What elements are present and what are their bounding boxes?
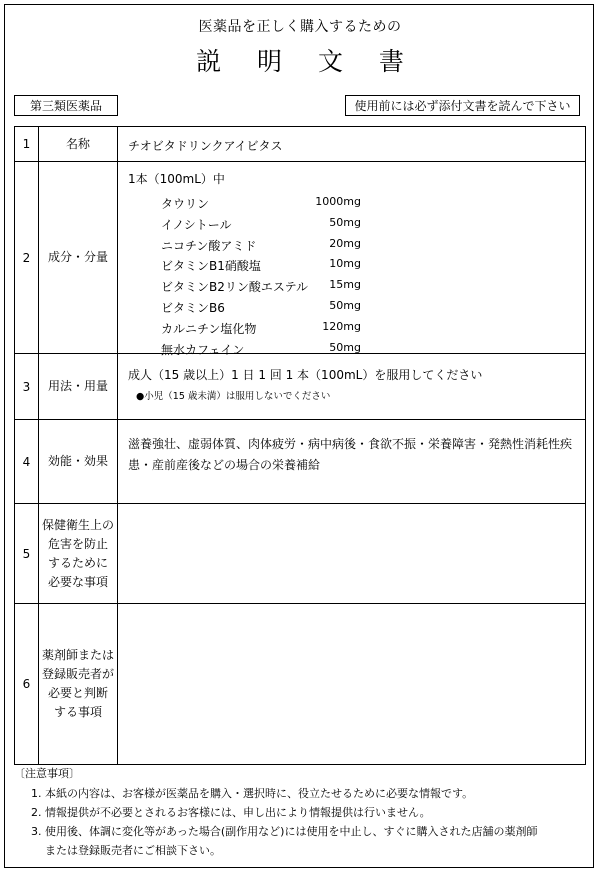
usage-text: 成人（15 歳以上）1 日 1 回 1 本（100mL）を服用してください bbox=[128, 368, 483, 382]
list-item bbox=[161, 216, 361, 237]
table-row-pharmacist bbox=[15, 604, 585, 764]
table-row-name bbox=[15, 127, 585, 162]
list-item bbox=[161, 320, 361, 341]
efficacy-line: 滋養強壮、虚弱体質、肉体疲労・病中病後・食欲不振・栄養障害・発熱性消耗性疾 bbox=[128, 437, 573, 451]
ingredient-amount: 20mg bbox=[329, 236, 361, 250]
heading-line: 必要と判断 bbox=[47, 686, 108, 700]
ingredient-name: 無水カフェイン bbox=[161, 342, 245, 357]
efficacy-line: 患・産前産後などの場合の栄養補給 bbox=[128, 458, 321, 472]
product-name: チオビタドリンクアイビタス bbox=[128, 139, 283, 153]
row-number: 5 bbox=[15, 504, 39, 603]
row-number: 3 bbox=[15, 354, 39, 419]
document-title: 説 明 文 書 bbox=[196, 47, 418, 76]
heading-line: 登録販売者が bbox=[41, 667, 114, 681]
ingredient-name: ビタミンB6 bbox=[161, 300, 225, 315]
safety-content bbox=[118, 504, 585, 603]
row-number: 4 bbox=[15, 420, 39, 503]
heading-line: する事項 bbox=[53, 705, 102, 719]
row-heading bbox=[39, 604, 118, 764]
row-number: 1 bbox=[15, 127, 39, 161]
row-number: 2 bbox=[15, 162, 39, 353]
ingredient-list bbox=[161, 195, 361, 361]
notes-title: 〔注意事項〕 bbox=[14, 767, 80, 780]
read-insert-notice: 使用前には必ず添付文書を読んで下さい bbox=[345, 95, 580, 116]
usage-note: ●小児（15 歳未満）は服用しないでください bbox=[136, 391, 331, 402]
amount-per-unit: 1本（100mL）中 bbox=[128, 172, 225, 186]
pharmacist-content bbox=[118, 604, 585, 764]
row-heading: 効能・効果 bbox=[39, 420, 118, 503]
list-item bbox=[161, 278, 361, 299]
ingredient-name: カルニチン塩化物 bbox=[161, 321, 257, 336]
row-heading bbox=[39, 504, 118, 603]
heading-line: するために bbox=[47, 555, 108, 570]
list-item bbox=[161, 257, 361, 278]
heading-line: 必要な事項 bbox=[47, 574, 108, 589]
efficacy-text bbox=[128, 434, 577, 476]
ingredient-amount: 15mg bbox=[329, 278, 361, 292]
table-row-usage bbox=[15, 354, 585, 420]
row-heading: 用法・用量 bbox=[39, 354, 118, 419]
ingredient-amount: 50mg bbox=[329, 298, 361, 312]
table-row-safety bbox=[15, 504, 585, 604]
ingredient-amount: 1000mg bbox=[315, 195, 361, 208]
ingredient-name: タウリン bbox=[161, 197, 210, 211]
ingredient-amount: 50mg bbox=[329, 215, 361, 229]
ingredient-amount: 50mg bbox=[329, 340, 361, 354]
note-continuation: または登録販売者にご相談下さい。 bbox=[45, 844, 221, 857]
row-heading: 成分・分量 bbox=[39, 162, 118, 353]
ingredient-name: イノシトール bbox=[161, 217, 232, 232]
list-item bbox=[161, 237, 361, 258]
table-row-ingredients bbox=[15, 162, 585, 357]
ingredient-amount: 120mg bbox=[322, 319, 361, 333]
list-item bbox=[161, 195, 361, 216]
ingredient-amount: 10mg bbox=[329, 257, 361, 271]
heading-line: 薬剤師または bbox=[41, 648, 114, 662]
note-item: 1. 本紙の内容は、お客様が医薬品を購入・選択時に、役立たせるために必要な情報です。 bbox=[31, 787, 474, 800]
note-item: 3. 使用後、体調に変化等があった場合(副作用など)には使用を中止し、すぐに購入された店舗の薬剤師 bbox=[31, 825, 538, 838]
notes-section bbox=[14, 765, 586, 860]
heading-line: 保健衛生上の bbox=[41, 517, 114, 532]
table-row-efficacy bbox=[15, 420, 585, 504]
note-item: 2. 情報提供が不必要とされるお客様には、申し出により情報提供は行いません。 bbox=[31, 806, 431, 819]
list-item bbox=[161, 299, 361, 320]
row-heading: 名称 bbox=[39, 127, 118, 161]
ingredient-name: ニコチン酸アミド bbox=[161, 238, 257, 253]
category-badge: 第三類医薬品 bbox=[14, 95, 118, 116]
row-number: 6 bbox=[15, 604, 39, 764]
heading-line: 危害を防止 bbox=[47, 536, 108, 551]
document-subtitle: 医薬品を正しく購入するための bbox=[198, 19, 402, 35]
info-table bbox=[14, 126, 586, 765]
ingredient-name: ビタミンB2リン酸エステル bbox=[161, 280, 309, 295]
ingredient-name: ビタミンB1硝酸塩 bbox=[161, 259, 261, 274]
